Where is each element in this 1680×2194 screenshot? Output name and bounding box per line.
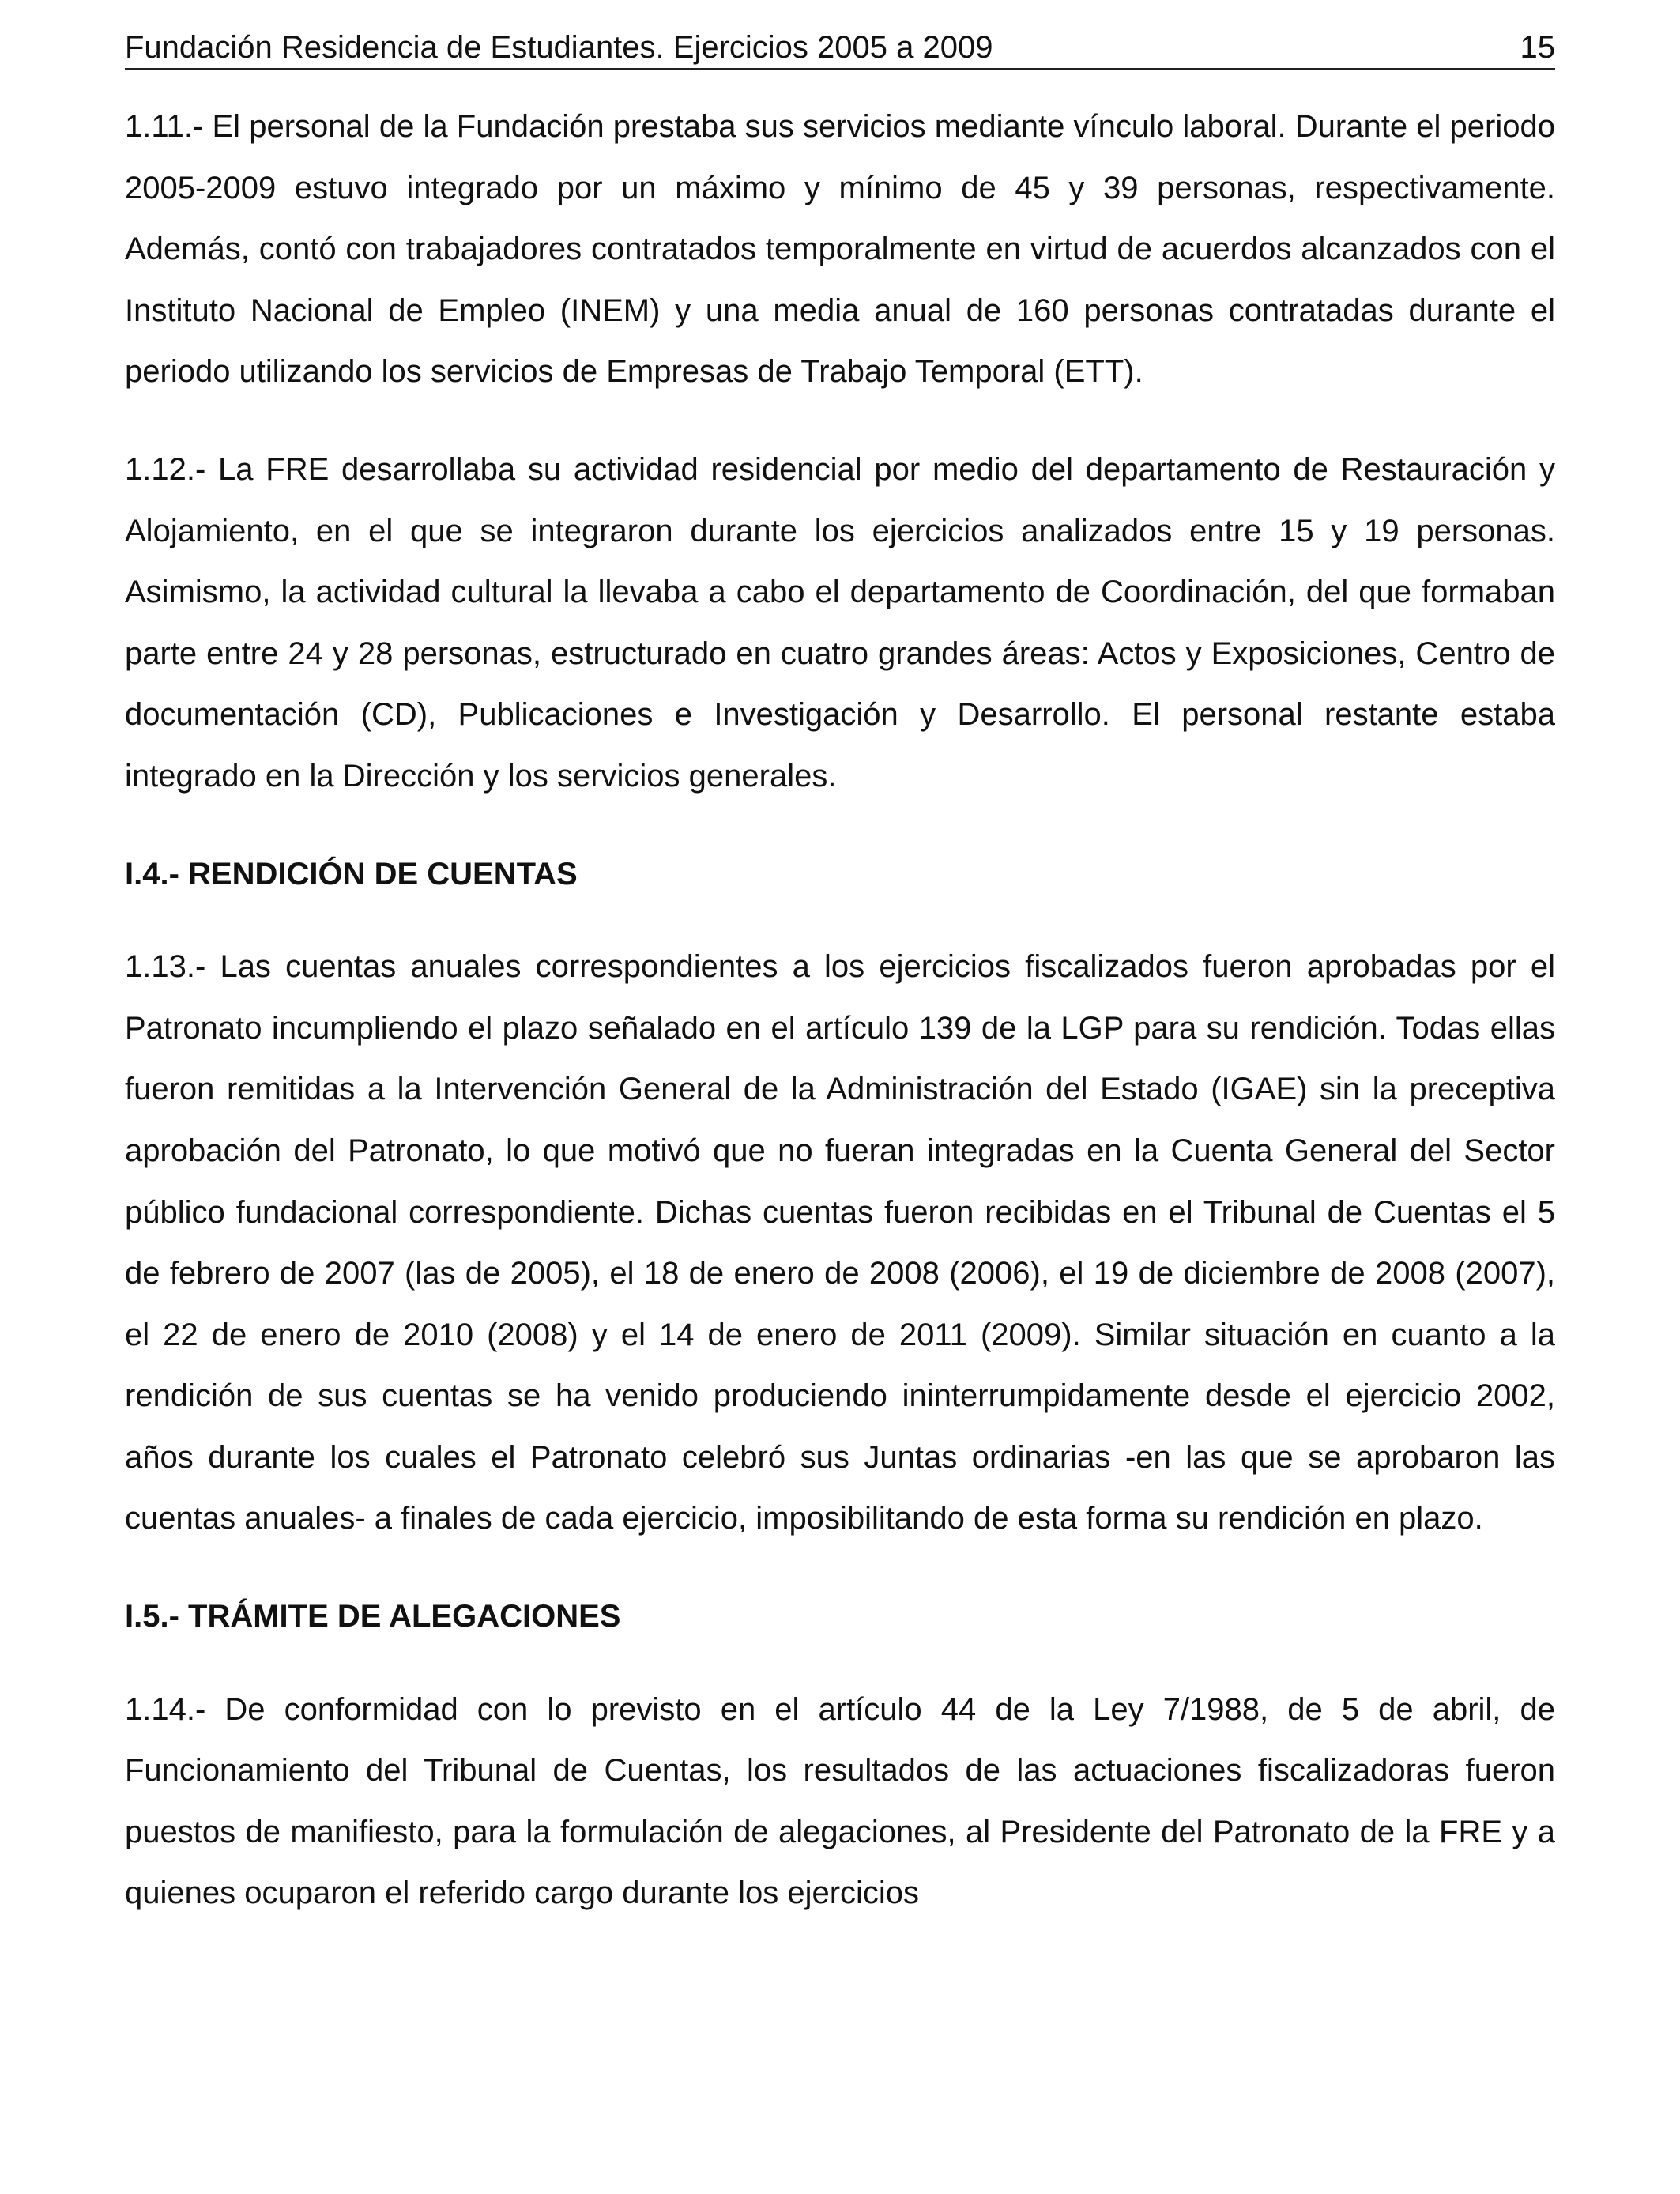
- running-header: [125, 21, 1555, 70]
- paragraph-1-12: 1.12.- La FRE desarrollaba su actividad residencial por medio del departamento de Restauración y Alojamiento, en el que se integraron durante los ejercicios analizados entre 15 y 19 personas. Asimismo, la actividad cultural la llevaba a cabo el departamento de Coordinación, del que formaban parte entre 24 y 28 personas, estructurado en cuatro grandes áreas: Actos y Exposiciones, Centro de documentación (CD), Publicaciones e Investigación y Desarrollo. El personal restante estaba integrado en la Dirección y los servicios generales.: [125, 451, 1555, 794]
- section-heading-i-4: I.4.- RENDICIÓN DE CUENTAS: [125, 856, 578, 892]
- page-number: 15: [1520, 30, 1555, 65]
- header-title: Fundación Residencia de Estudiantes. Ejercicios 2005 a 2009: [125, 30, 993, 65]
- paragraph-1-11: 1.11.- El personal de la Fundación prestaba sus servicios mediante vínculo laboral. Durante el periodo 2005-2009 estuvo integrado por un máximo y mínimo de 45 y 39 personas, respectivamente. Además, contó con trabajadores contratados temporalmente en virtud de acuerdos alcanzados con el Instituto Nacional de Empleo (INEM) y una media anual de 160 personas contratadas durante el periodo utilizando los servicios de Empresas de Trabajo Temporal (ETT).: [125, 109, 1555, 390]
- section-heading-i-5: I.5.- TRÁMITE DE ALEGACIONES: [125, 1599, 621, 1634]
- paragraph-1-14: 1.14.- De conformidad con lo previsto en el artículo 44 de la Ley 7/1988, de 5 de abril, de Funcionamiento del Tribunal de Cuentas, los resultados de las actuaciones fiscalizadoras fueron puestos de manifiesto, para la formulación de alegaciones, al Presidente del Patronato de la FRE y a quienes ocuparon el referido cargo durante los ejercicios: [125, 1691, 1555, 1911]
- document-body: [125, 96, 1555, 1924]
- paragraph-1-13: 1.13.- Las cuentas anuales correspondientes a los ejercicios fiscalizados fueron aprobadas por el Patronato incumpliendo el plazo señalado en el artículo 139 de la LGP para su rendición. Todas ellas fueron remitidas a la Intervención General de la Administración del Estado (IGAE) sin la preceptiva aprobación del Patronato, lo que motivó que no fueran integradas en la Cuenta General del Sector público fundacional correspondiente. Dichas cuentas fueron recibidas en el Tribunal de Cuentas el 5 de febrero de 2007 (las de 2005), el 18 de enero de 2008 (2006), el 19 de diciembre de 2008 (2007), el 22 de enero de 2010 (2008) y el 14 de enero de 2011 (2009). Similar situación en cuanto a la rendición de sus cuentas se ha venido produciendo ininterrumpidamente desde el ejercicio 2002, años durante los cuales el Patronato celebró sus Juntas ordinarias -en las que se aprobaron las cuentas anuales- a finales de cada ejercicio, imposibilitando de esta forma su rendición en plazo.: [125, 949, 1555, 1536]
